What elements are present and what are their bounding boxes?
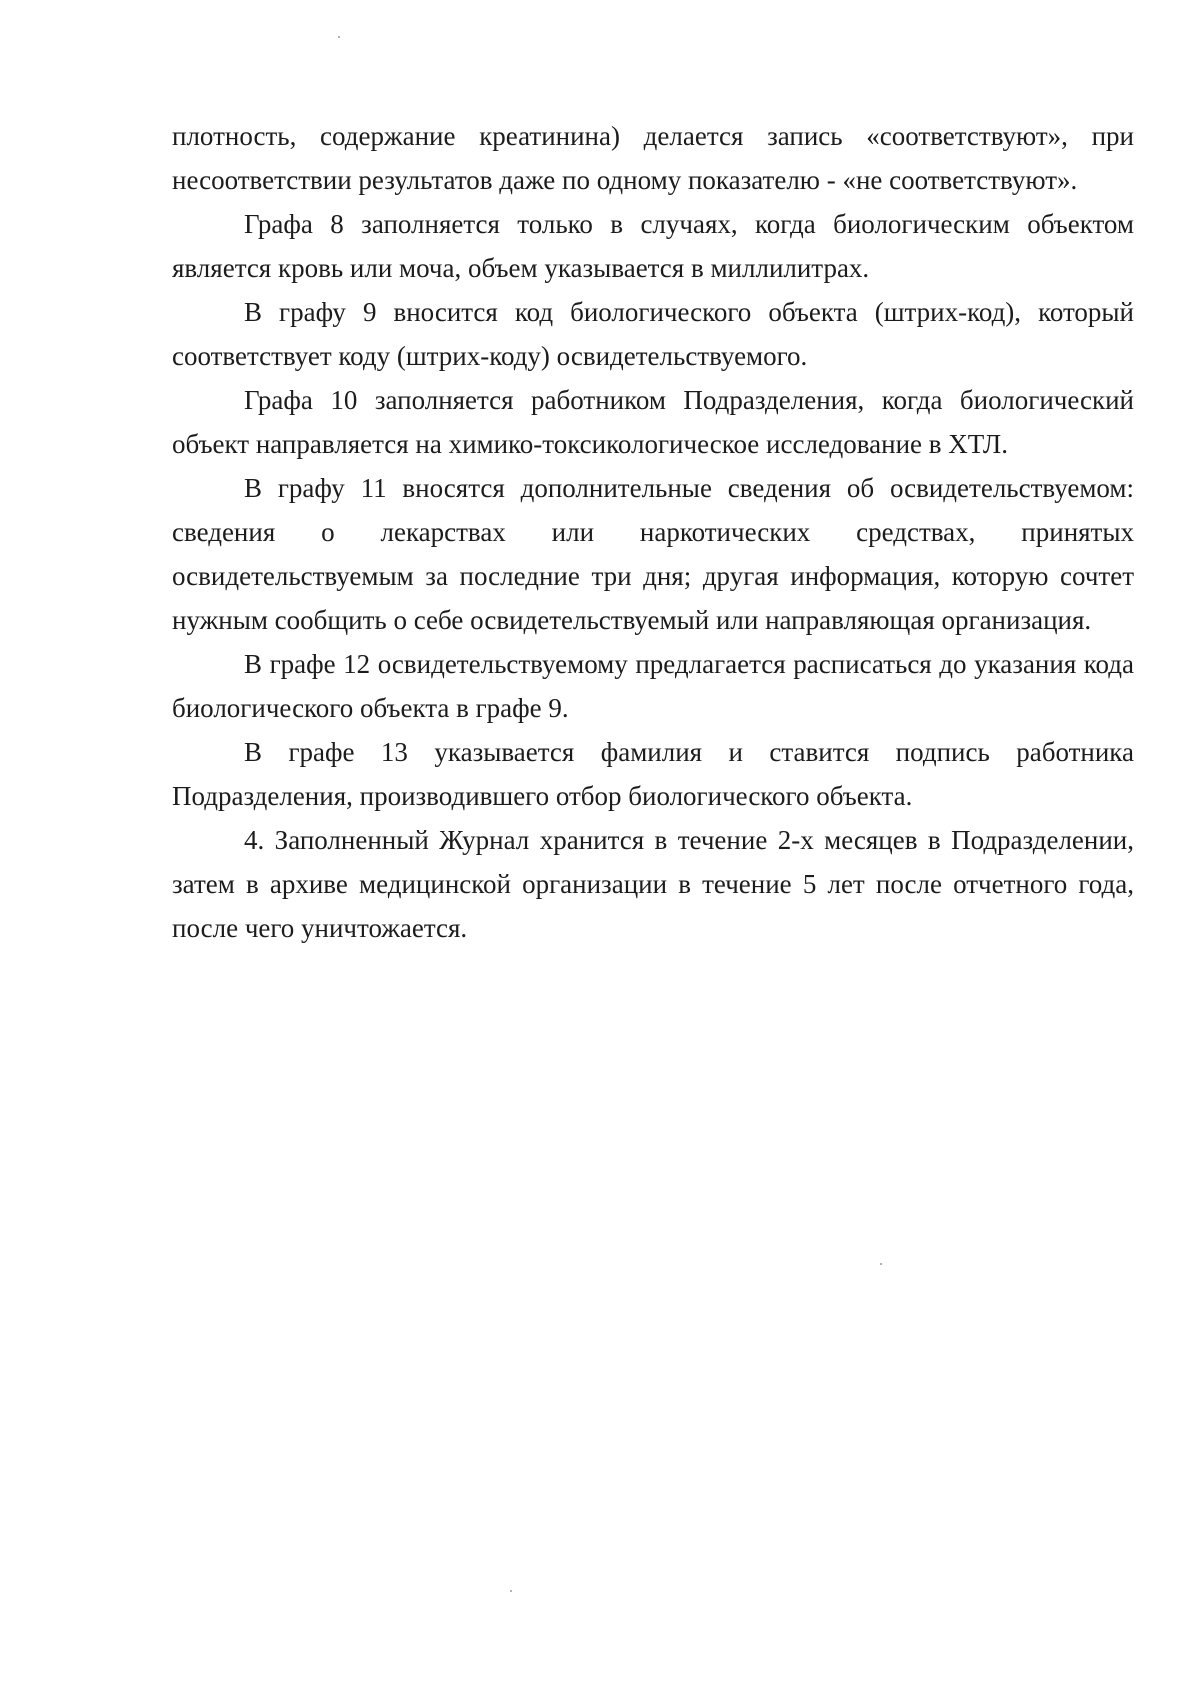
scan-speck: [338, 36, 340, 38]
scan-speck: [880, 1263, 882, 1265]
scan-speck: [510, 1590, 512, 1592]
paragraph-continuation: плотность, содержание креатинина) делается запись «соответствуют», при несоответствии результатов даже по одному показателю - «не соответствуют».: [172, 121, 1134, 195]
paragraph-column-12: В графе 12 освидетельствуемому предлагается расписаться до указания кода биологического объекта в графе 9.: [172, 649, 1134, 723]
paragraph-column-11: В графу 11 вносятся дополнительные сведения об освидетельствуемом: сведения о лекарствах или наркотических средствах, принятых освидетельствуемым за последние три дня; другая информация, которую сочтет нужным сообщить о себе освидетельствуемый или направляющая организация.: [172, 473, 1134, 635]
paragraph-column-10: Графа 10 заполняется работником Подразделения, когда биологический объект направляется на химико-токсикологическое исследование в ХТЛ.: [172, 385, 1134, 459]
paragraph-column-8: Графа 8 заполняется только в случаях, когда биологическим объектом является кровь или моча, объем указывается в миллилитрах.: [172, 209, 1134, 283]
paragraph-column-13: В графе 13 указывается фамилия и ставится подпись работника Подразделения, производившего отбор биологического объекта.: [172, 737, 1134, 811]
paragraph-column-9: В графу 9 вносится код биологического объекта (штрих-код), который соответствует коду (штрих-коду) освидетельствуемого.: [172, 297, 1134, 371]
paragraph-item-4: 4. Заполненный Журнал хранится в течение 2-х месяцев в Подразделении, затем в архиве медицинской организации в течение 5 лет после отчетного года, после чего уничтожается.: [172, 825, 1134, 943]
document-body: [172, 114, 1134, 950]
